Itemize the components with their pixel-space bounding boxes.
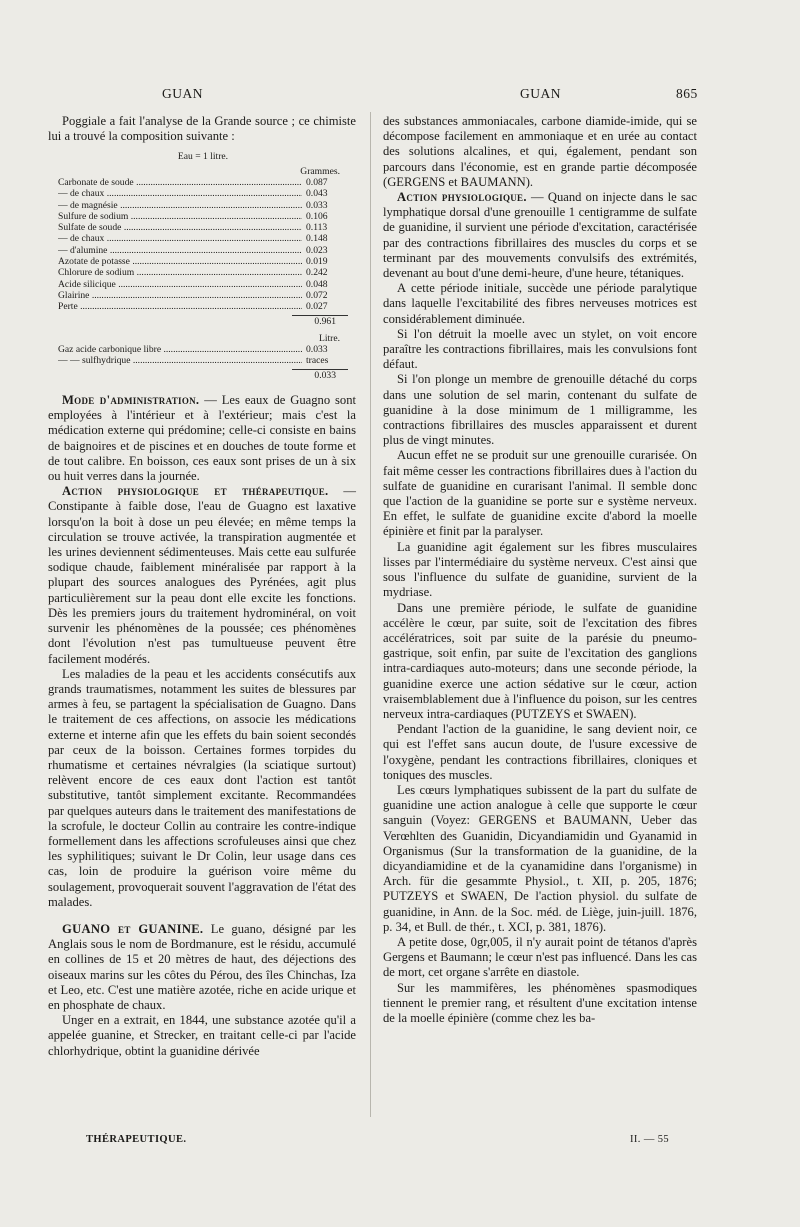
row-label: — de chaux ..... [58,233,302,244]
right-paragraph-7: La guanidine agit également sur les fibres musculaires lisses par l'intermédiaire du système nerveux. C'est ainsi que sous l'influence du sulfate de guanidine, survient de la mydriase. [383,539,697,600]
right-paragraph-9: Pendant l'action de la guanidine, le sang devient noir, ce qui est l'effet sans aucun doute, de l'usure excessive de l'oxygène, pendant les contractions fibrillaires, cloniques et toniques des muscles. [383,722,697,782]
table-row [58,245,348,256]
row-label: Sulfate de soude ..... [58,222,302,233]
right-action-paragraph [383,190,697,281]
right-paragraph-4: Si l'on détruit la moelle avec un stylet, on voit encore paraître les contractions fibrillaires, mais les convulsions font défaut. [383,326,697,372]
gas-total: 0.033 [292,369,348,381]
table-rows [58,177,348,313]
table-row [58,344,348,355]
row-value: 0.023 [302,245,348,256]
table-unit-grams: Grammes. [300,165,340,177]
left-column [48,114,356,1059]
action-paragraph [48,484,356,666]
row-value: 0.113 [302,222,348,233]
row-label: — d'alumine ..... [58,245,302,256]
footer-right: II. — 55 [630,1134,670,1145]
maladies-paragraph: Les maladies de la peau et les accidents consécutifs aux grands traumatismes, notamment les suites de blessures par armes à feu, se partagent la spécialisation de Guagno. Dans le traitement de ces affections, on associe les médications externe et interne afin que les effets du bain soient secondés par ceux de la boisson. Certaines formes torpides du rhumatisme et certaines névralgies (la sciatique surtout) relèvent encore de ces eaux dont l'action est tantôt substitutive, tantôt simplement excitante. Recommandées par quelques auteurs dans le traitement des manifestations de la scrofule, le docteur Collin au contraire les contre-indique formellement dans les affections scrofuleuses ainsi que chez les syphilitiques; suivant le Dr Colin, leur usage dans ces cas, loin de produire la guérison voire même du soulagement, provoquerait souvent l'aggravation de l'état des malades. [48,666,356,909]
row-label: Chlorure de sodium ..... [58,267,302,278]
row-value: 0.148 [302,233,348,244]
row-label: Perte ..... [58,301,302,312]
table-row [58,188,348,199]
right-paragraph-1: des substances ammoniacales, carbone diamide-imide, qui se décompose facilement en ammoniaque et en urée au contact des solutions alcalines, et qui, également, pendant son parcours dans l'économie, est en grande partie décomposée (GERGENS et BAUMANN). [383,114,697,189]
row-value: 0.033 [302,200,348,211]
row-value: 0.019 [302,256,348,267]
row-label: Carbonate de soude ..... [58,177,302,188]
table-row [58,267,348,278]
table-caption: Eau = 1 litre. [177,151,229,163]
mode-text: — Les eaux de Guagno sont employées à l'intérieur et à l'extérieur; mais c'est la médication externe qui prédomine; celle-ci consiste en bains de baignoires et de piscines et en douches de toute forme et de tout calibre. En boisson, ces eaux sont prises de un à six ou huit verres dans la journée. [48,393,356,484]
guano-paragraph [48,922,356,1013]
action-heading: Action physiologique et thérapeutique. [62,484,329,499]
row-value: traces [302,355,348,366]
footer-left: THÉRAPEUTIQUE. [86,1134,187,1145]
mode-heading: Mode d'administration. [62,393,200,408]
row-label: Glairine ..... [58,290,302,301]
table-row [58,355,348,366]
running-head-left: GUAN [162,86,203,101]
unger-paragraph: Unger en a extrait, en 1844, une substance azotée qu'il a appelée guanine, et Strecker, en traitant celle-ci par l'acide chlorhydrique, obtint la guanidine dérivée [48,1013,356,1058]
row-value: 0.106 [302,211,348,222]
table-row [58,211,348,222]
row-label: — de chaux ..... [58,188,302,199]
gas-rows [58,344,348,367]
table-row [58,222,348,233]
right-column [383,114,697,1026]
guano-heading: GUANO et GUANINE. [62,921,204,936]
guano-text: Le guano, désigné par les Anglais sous le nom de Bordmanure, est le résidu, accumulé en collines de 15 et 20 mètres de haut, des déjections des oiseaux marins sur les côtes du Pérou, des îles Chinchas, Iza et Leo, etc. C'est une matière azotée, riche en acide urique et en phosphate de chaux. [48,921,357,1012]
row-label: Sulfure de sodium ..... [58,211,302,222]
table-row [58,301,348,312]
composition-table [58,151,348,381]
table-row [58,233,348,244]
right-paragraph-3: A cette période initiale, succède une période paralytique dans laquelle l'excitabilité des fibres nerveuses motrices est considérablement diminuée. [383,281,697,326]
row-value: 0.027 [302,301,348,312]
table-row [58,200,348,211]
row-value: 0.033 [302,344,348,355]
running-head-right: GUAN [520,86,561,101]
table-row [58,177,348,188]
right-paragraph-6: Aucun effet ne se produit sur une grenouille curarisée. On fait même cesser les contractions fibrillaires dues à l'action du sulfate de guanidine en curarisant l'animal. Il semble donc que l'action de la guanidine se porte sur e système nerveux. En effet, le sulfate de guanidine excite d'abord la moelle épinière et finit par la paralyser. [383,448,697,539]
right-paragraph-8: Dans une première période, le sulfate de guanidine accélère le cœur, par suite, soit de l'excitation des fibres accélératrices, soit par suite de la parésie du pneumo-gastrique, soit enfin, par suite de l'excitation des ganglions intra-cardiaques auto-moteurs; dans une seconde période, la guanidine exerce une action sédative sur le cœur, action vraisemblablement due à l'influence du poison, sur les centres nerveux intra-cardiaques (PUTZEYS et SWAEN). [383,600,697,721]
right-paragraph-11: A petite dose, 0gr,005, il n'y aurait point de tétanos d'après Gergens et Baumann; le cœur n'est pas influencé. Dans les cas de mort, cet organe s'arrête en diastole. [383,934,697,980]
row-value: 0.048 [302,279,348,290]
row-label: Acide silicique ..... [58,279,302,290]
row-label: — — sulfhydrique ..... [58,355,302,366]
mode-paragraph [48,393,356,484]
right-paragraph-12: Sur les mammifères, les phénomènes spasmodiques tiennent le premier rang, et résultent d'une excitation intense de la moelle épinière (comme chez les ba- [383,980,697,1025]
right-action-heading: Action physiologique. [397,190,527,205]
column-divider [370,112,371,1117]
table-unit-litre: Litre. [318,332,340,344]
table-row [58,256,348,267]
right-paragraph-5: Si l'on plonge un membre de grenouille détaché du corps dans une solution de sel marin, contenant du sulfate de guanidine à la dose minimum de 1 milligramme, les contractions fibrillaires des muscles apparaissent et durent plus de vingt minutes. [383,372,697,448]
page-number: 865 [676,86,698,101]
row-label: Gaz acide carbonique libre ..... [58,344,302,355]
table-row [58,279,348,290]
row-value: 0.242 [302,267,348,278]
row-value: 0.072 [302,290,348,301]
right-paragraph-10: Les cœurs lymphatiques subissent de la part du sulfate de guanidine une action analogue à celle que supporte le cœur sanguin (Voyez: GERGENS et BAUMANN, Ueber das Verœhlten des Guanidin, Dicyandiamidin und Gyanamid in Organismus (Sur la transformation de la guanidine, de la dicyandiamidine et de la cyanamidine dans l'organisme) in Arch. für die gesammte Physiol., t. XII, p. 205, 1876; PUTZEYS et SWAEN, De l'action physiol. du sulfate de guanidine, in Ann. de la Soc. méd. de Liège, juin-juill. 1876, p. 34, et Bull. de thér., t. XCI, p. 381, 1876). [383,782,697,934]
action-text: — Constipante à faible dose, l'eau de Guagno est laxative lorsqu'on la boit à dose un peu élevée; en même temps la circulation se trouve activée, la transpiration augmentée et les urines deviennent sédimenteuses. Mais cette eau sulfurée sodique chaude, faiblement minéralisée par rapport à la plupart des sources analogues des Pyrénées, agit plus particulièrement sur la peau dont elle excite les fonctions. Dès les premiers jours du traitement hydrominéral, on voit survenir les phénomènes de la poussée; ces phénomènes dont l'évolution n'est pas tumultueuse peuvent être facilement modérés. [48,484,356,666]
row-value: 0.043 [302,188,348,199]
row-label: Azotate de potasse ..... [58,256,302,267]
table-row [58,290,348,301]
table-total: 0.961 [292,315,348,327]
row-label: — de magnésie ..... [58,200,302,211]
right-action-text: — Quand on injecte dans le sac lymphatique dorsal d'une grenouille 1 centigramme de sulfate de guanidine, il survient une période d'excitation, caractérisée par des contractions fibrillaires des muscles du corps et se terminant par des mouvements convulsifs des extrémités, devenant au bout d'une demi-heure, d'une heure, tétaniques. [383,190,697,281]
row-value: 0.087 [302,177,348,188]
intro-paragraph: Poggiale a fait l'analyse de la Grande source ; ce chimiste lui a trouvé la composition suivante : [48,114,356,144]
